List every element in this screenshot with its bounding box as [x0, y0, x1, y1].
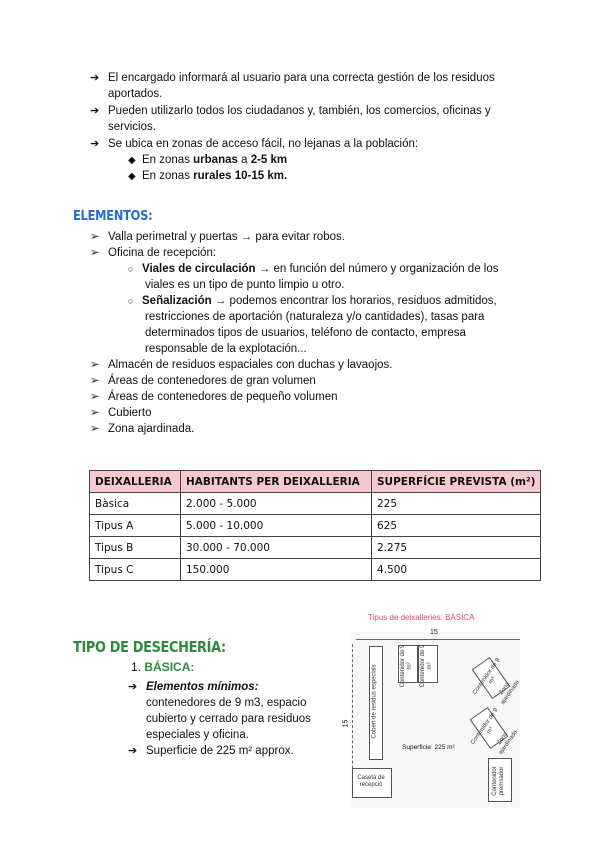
bullet-1-cont: aportados.: [108, 88, 163, 100]
plan-container-label: Contenidor de 9 m³: [472, 657, 502, 696]
table-header-cell: SUPERFÍCIE PREVISTA (m²): [372, 471, 541, 493]
plan-dim-line-top: [356, 639, 520, 640]
table-cell: 30.000 - 70.000: [181, 537, 372, 559]
plan-superficie: Superficie: 225 m²: [402, 744, 455, 751]
plan-container-label: Contenidor de 9 m³: [400, 644, 413, 688]
table-cell: 2.000 - 5.000: [181, 493, 372, 515]
plan-caseta-label: Caseta de recepció: [357, 775, 385, 788]
elementos-item-7: ➢ Zona ajardinada.: [90, 423, 195, 435]
bullet-3: ➔ Se ubica en zonas de acceso fácil, no lejanas a la población:: [90, 138, 419, 150]
basica-elementos-line-2: cubierto y cerrado para residuos: [146, 713, 311, 725]
chevron-right-icon: ➢: [90, 247, 100, 259]
chevron-right-icon: ➢: [90, 423, 100, 435]
table-row: [90, 537, 541, 559]
arrow-icon: ➔: [128, 745, 138, 757]
sub-senalizacion-cont-2: determinados tipos de usuarios, teléfono de contacto, empresa: [145, 327, 466, 339]
arrow-icon: ➔: [90, 72, 100, 84]
chevron-right-icon: ➢: [90, 231, 100, 243]
basica-elementos-line-1: contenedores de 9 m3, espacio: [146, 697, 307, 709]
plan-especials-label: Cobert de residus especials: [371, 664, 378, 739]
plan-container-label: Contenidor de 9 m³: [470, 707, 500, 746]
table-cell: Bàsica: [90, 493, 181, 515]
deixalleria-table: [89, 470, 541, 581]
elementos-item-3: ➢ Almacén de residuos espaciales con duchas y lavaojos.: [90, 359, 393, 371]
plan-zona-label: Zona ajardinada: [496, 729, 519, 756]
table-cell: 625: [372, 515, 541, 537]
table-header-row: [90, 471, 541, 493]
basica-superficie: ➔ Superficie de 225 m² approx.: [128, 745, 294, 757]
elementos-item-5: ➢ Áreas de contenedores de pequeño volumen: [90, 391, 338, 403]
sub-senalizacion: ○ Señalización → podemos encontrar los horarios, residuos admitidos,: [128, 295, 497, 307]
diamond-icon: ◆: [128, 155, 136, 166]
bullet-2: ➔ Pueden utilizarlo todos los ciudadanos y, también, los comercios, oficinas y: [90, 105, 491, 117]
table-cell: 2.275: [372, 537, 541, 559]
arrow-icon: ➔: [90, 105, 100, 117]
elementos-item-2: ➢ Oficina de recepción:: [90, 247, 217, 259]
floor-plan: [340, 610, 530, 810]
plan-container-label: Contenidor de 9 m³: [420, 644, 433, 688]
table-cell: Tipus C: [90, 559, 181, 581]
chevron-right-icon: ➢: [90, 391, 100, 403]
plan-dim-top: 15: [430, 629, 438, 636]
chevron-right-icon: ➢: [90, 359, 100, 371]
diamond-icon: ◆: [128, 171, 136, 182]
bullet-2-cont: servicios.: [108, 121, 156, 133]
chevron-right-icon: ➢: [90, 407, 100, 419]
table-header-cell: HABITANTS PER DEIXALLERIA: [181, 471, 372, 493]
circle-bullet-icon: ○: [128, 264, 134, 274]
plan-dim-left: 15: [342, 719, 350, 728]
bullet-1: ➔ El encargado informará al usuario para una correcta gestión de los residuos: [90, 72, 495, 84]
elementos-item-4: ➢ Áreas de contenedores de gran volumen: [90, 375, 316, 387]
zone-rurales: ◆ En zonas rurales 10-15 km.: [128, 168, 287, 185]
table-row: [90, 559, 541, 581]
elementos-item-1: ➢ Valla perimetral y puertas → para evitar robos.: [90, 231, 345, 243]
table-cell: 4.500: [372, 559, 541, 581]
table-cell: 150.000: [181, 559, 372, 581]
basica-label: 1. BÁSICA:: [131, 660, 195, 674]
table-row: [90, 515, 541, 537]
sub-senalizacion-cont-1: restricciones de aportación (naturaleza y/o cantidades), tasas para: [145, 311, 485, 323]
table-cell: 225: [372, 493, 541, 515]
basica-elementos-line-3: especiales y oficina.: [146, 729, 249, 741]
table-cell: 5.000 - 10.000: [181, 515, 372, 537]
plan-zona-label: Zona ajardinada: [498, 679, 521, 706]
arrow-icon: ➔: [128, 681, 138, 693]
zone-urbanas: ◆ En zonas urbanas a 2-5 km: [128, 152, 287, 169]
plan-title: Tipus de deixalleries: BÀSICA: [368, 613, 475, 622]
circle-bullet-icon: ○: [128, 296, 134, 306]
basica-elementos: ➔ Elementos mínimos:: [128, 681, 259, 693]
elementos-item-6: ➢ Cubierto: [90, 407, 152, 419]
elementos-heading: ELEMENTOS:: [73, 209, 153, 224]
table-header-cell: DEIXALLERIA: [90, 471, 181, 493]
sub-viales-cont: viales es un tipo de punto limpio u otro.: [145, 279, 345, 291]
sub-viales: ○ Viales de circulación → en función del número y organización de los: [128, 263, 499, 275]
sub-senalizacion-cont-3: responsable de la explotación...: [145, 343, 307, 355]
table-cell: Tipus B: [90, 537, 181, 559]
plan-premsa-label: Contenidor premsador: [492, 766, 505, 796]
chevron-right-icon: ➢: [90, 375, 100, 387]
table-row: [90, 493, 541, 515]
arrow-icon: ➔: [90, 138, 100, 150]
table-cell: Tipus A: [90, 515, 181, 537]
tipo-heading: TIPO DE DESECHERÍA:: [73, 638, 226, 656]
